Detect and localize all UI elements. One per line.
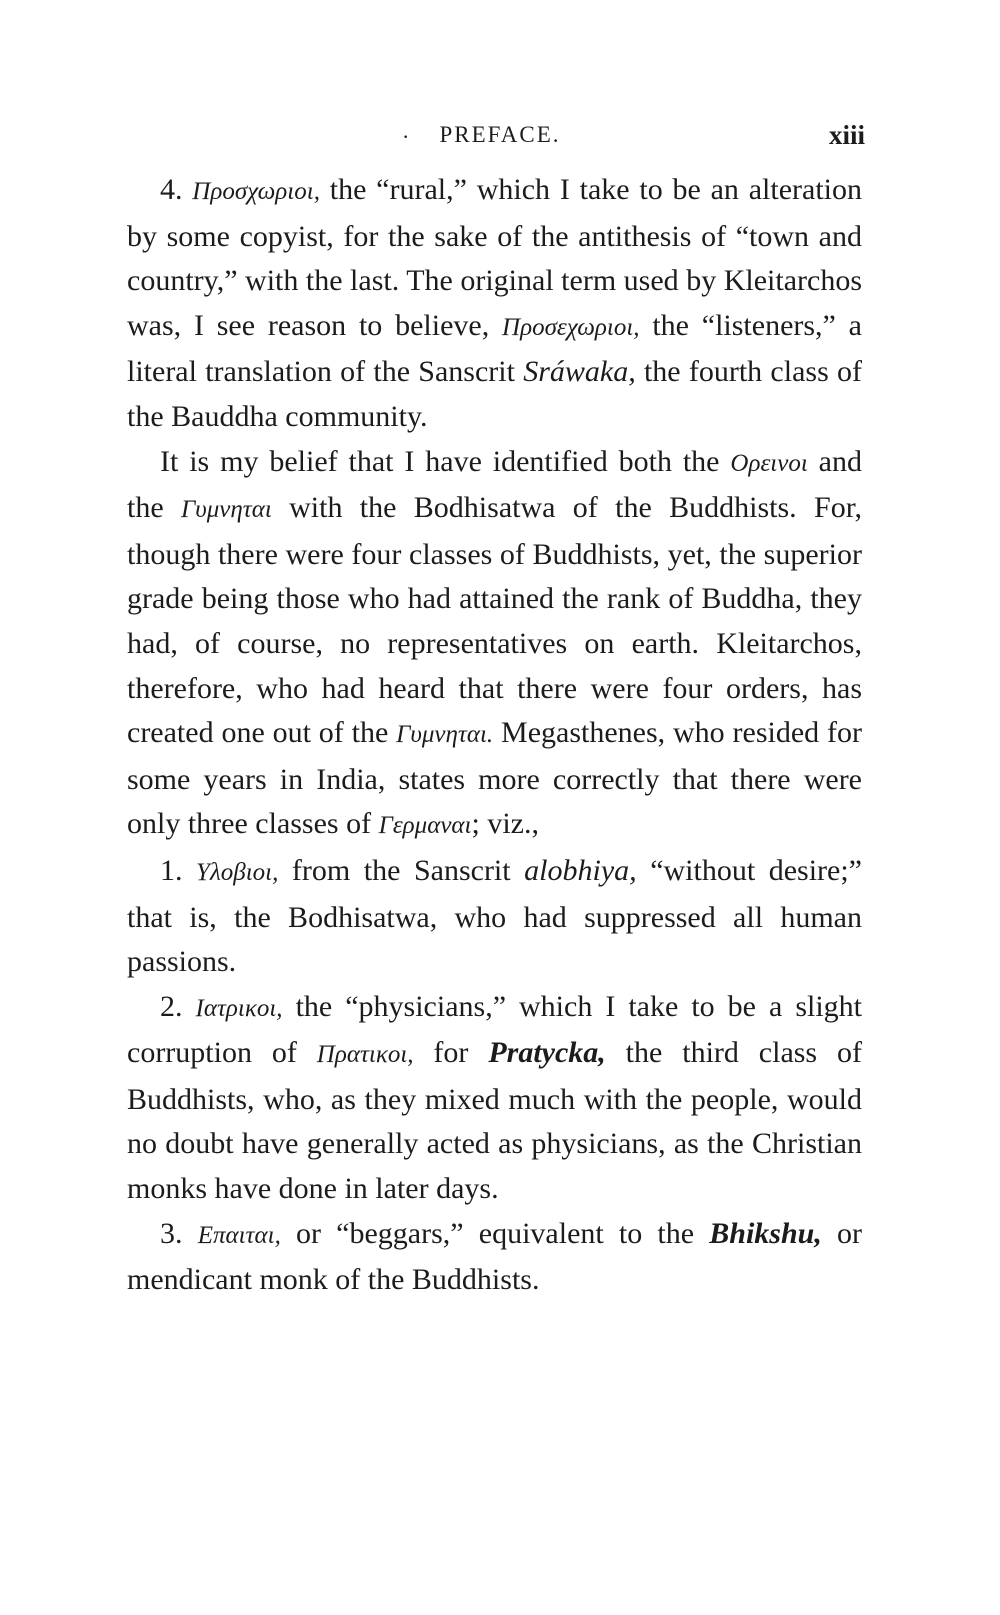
text-run: 3. — [160, 1216, 198, 1250]
sanscrit-term: Pratycka, — [488, 1036, 606, 1070]
text-run: the “listeners,” a literal translation of the Sanscrit — [127, 308, 862, 389]
paragraph-rural — [127, 168, 862, 440]
greek-term: Γερμαναι — [378, 812, 472, 840]
text-run: 2. — [160, 989, 196, 1023]
text-run: ; viz., — [471, 807, 540, 841]
text-run: 4. — [160, 173, 193, 206]
text-run: It is my belief that I have identified both the — [160, 444, 731, 478]
body-text — [127, 168, 862, 1303]
sanscrit-term: alobhiya, — [524, 853, 637, 887]
text-run: the third class of Buddhists, who, as they mixed much with the people, would no doubt have generally acted as physicians, as the Christian monks have done in later days. — [127, 1036, 862, 1206]
greek-term: Προσχωριοι, — [192, 178, 320, 205]
paragraph-item-2 — [127, 985, 862, 1212]
greek-term: Προσεχωριοι, — [502, 313, 640, 341]
text-run: the “rural,” which I take to be an alteration by some copyist, for the sake of the antithesis of “town and country,” with the last. The original term used by Kleitarchos was, I see reason to believe, — [127, 173, 862, 342]
text-run: or mendicant monk of the Buddhists. — [127, 1216, 862, 1297]
header-mark: · — [402, 124, 410, 149]
greek-term: Γυμνηται. — [396, 721, 494, 749]
text-run: from the Sanscrit — [278, 853, 525, 887]
paragraph-item-1 — [127, 849, 862, 985]
text-run: the fourth class of the Bauddha community. — [127, 355, 862, 433]
greek-term: Επαιται, — [197, 1221, 281, 1249]
text-run: and the — [127, 444, 862, 525]
text-run: Megasthenes, who resided for some years in India, states more correctly that there were only three classes of — [127, 716, 862, 841]
sanscrit-term: Bhikshu, — [709, 1216, 822, 1250]
running-title: PREFACE. — [439, 122, 561, 147]
page-header — [0, 118, 1000, 158]
greek-term: Υλοβιοι, — [196, 858, 279, 886]
text-run: the “physicians,” which I take to be a slight corruption of — [127, 989, 862, 1070]
paragraph-belief — [127, 440, 862, 849]
text-run: for — [413, 1036, 489, 1070]
text-run: 1. — [160, 853, 197, 887]
text-run: “without desire;” that is, the Bodhisatwa, who had suppressed all human passions. — [127, 853, 862, 979]
greek-term: Ορεινοι — [730, 449, 808, 477]
sanscrit-term: Sráwaka, — [523, 355, 636, 389]
greek-term: Πρατικοι, — [316, 1041, 414, 1069]
paragraph-item-3 — [127, 1212, 862, 1303]
text-run: with the Bodhisatwa of the Buddhists. For, though there were four classes of Buddhists, yet, the superior grade being those who had attained the rank of Buddha, they had, of course, no representatives on earth. Kleitarchos, therefore, who had heard that there were four orders, has created one out of the — [127, 491, 862, 750]
greek-term: Γυμνηται — [181, 496, 272, 524]
page-number: xiii — [828, 120, 865, 150]
text-run: or “beggars,” equivalent to the — [280, 1216, 710, 1250]
greek-term: Ιατρικοι, — [195, 994, 283, 1022]
